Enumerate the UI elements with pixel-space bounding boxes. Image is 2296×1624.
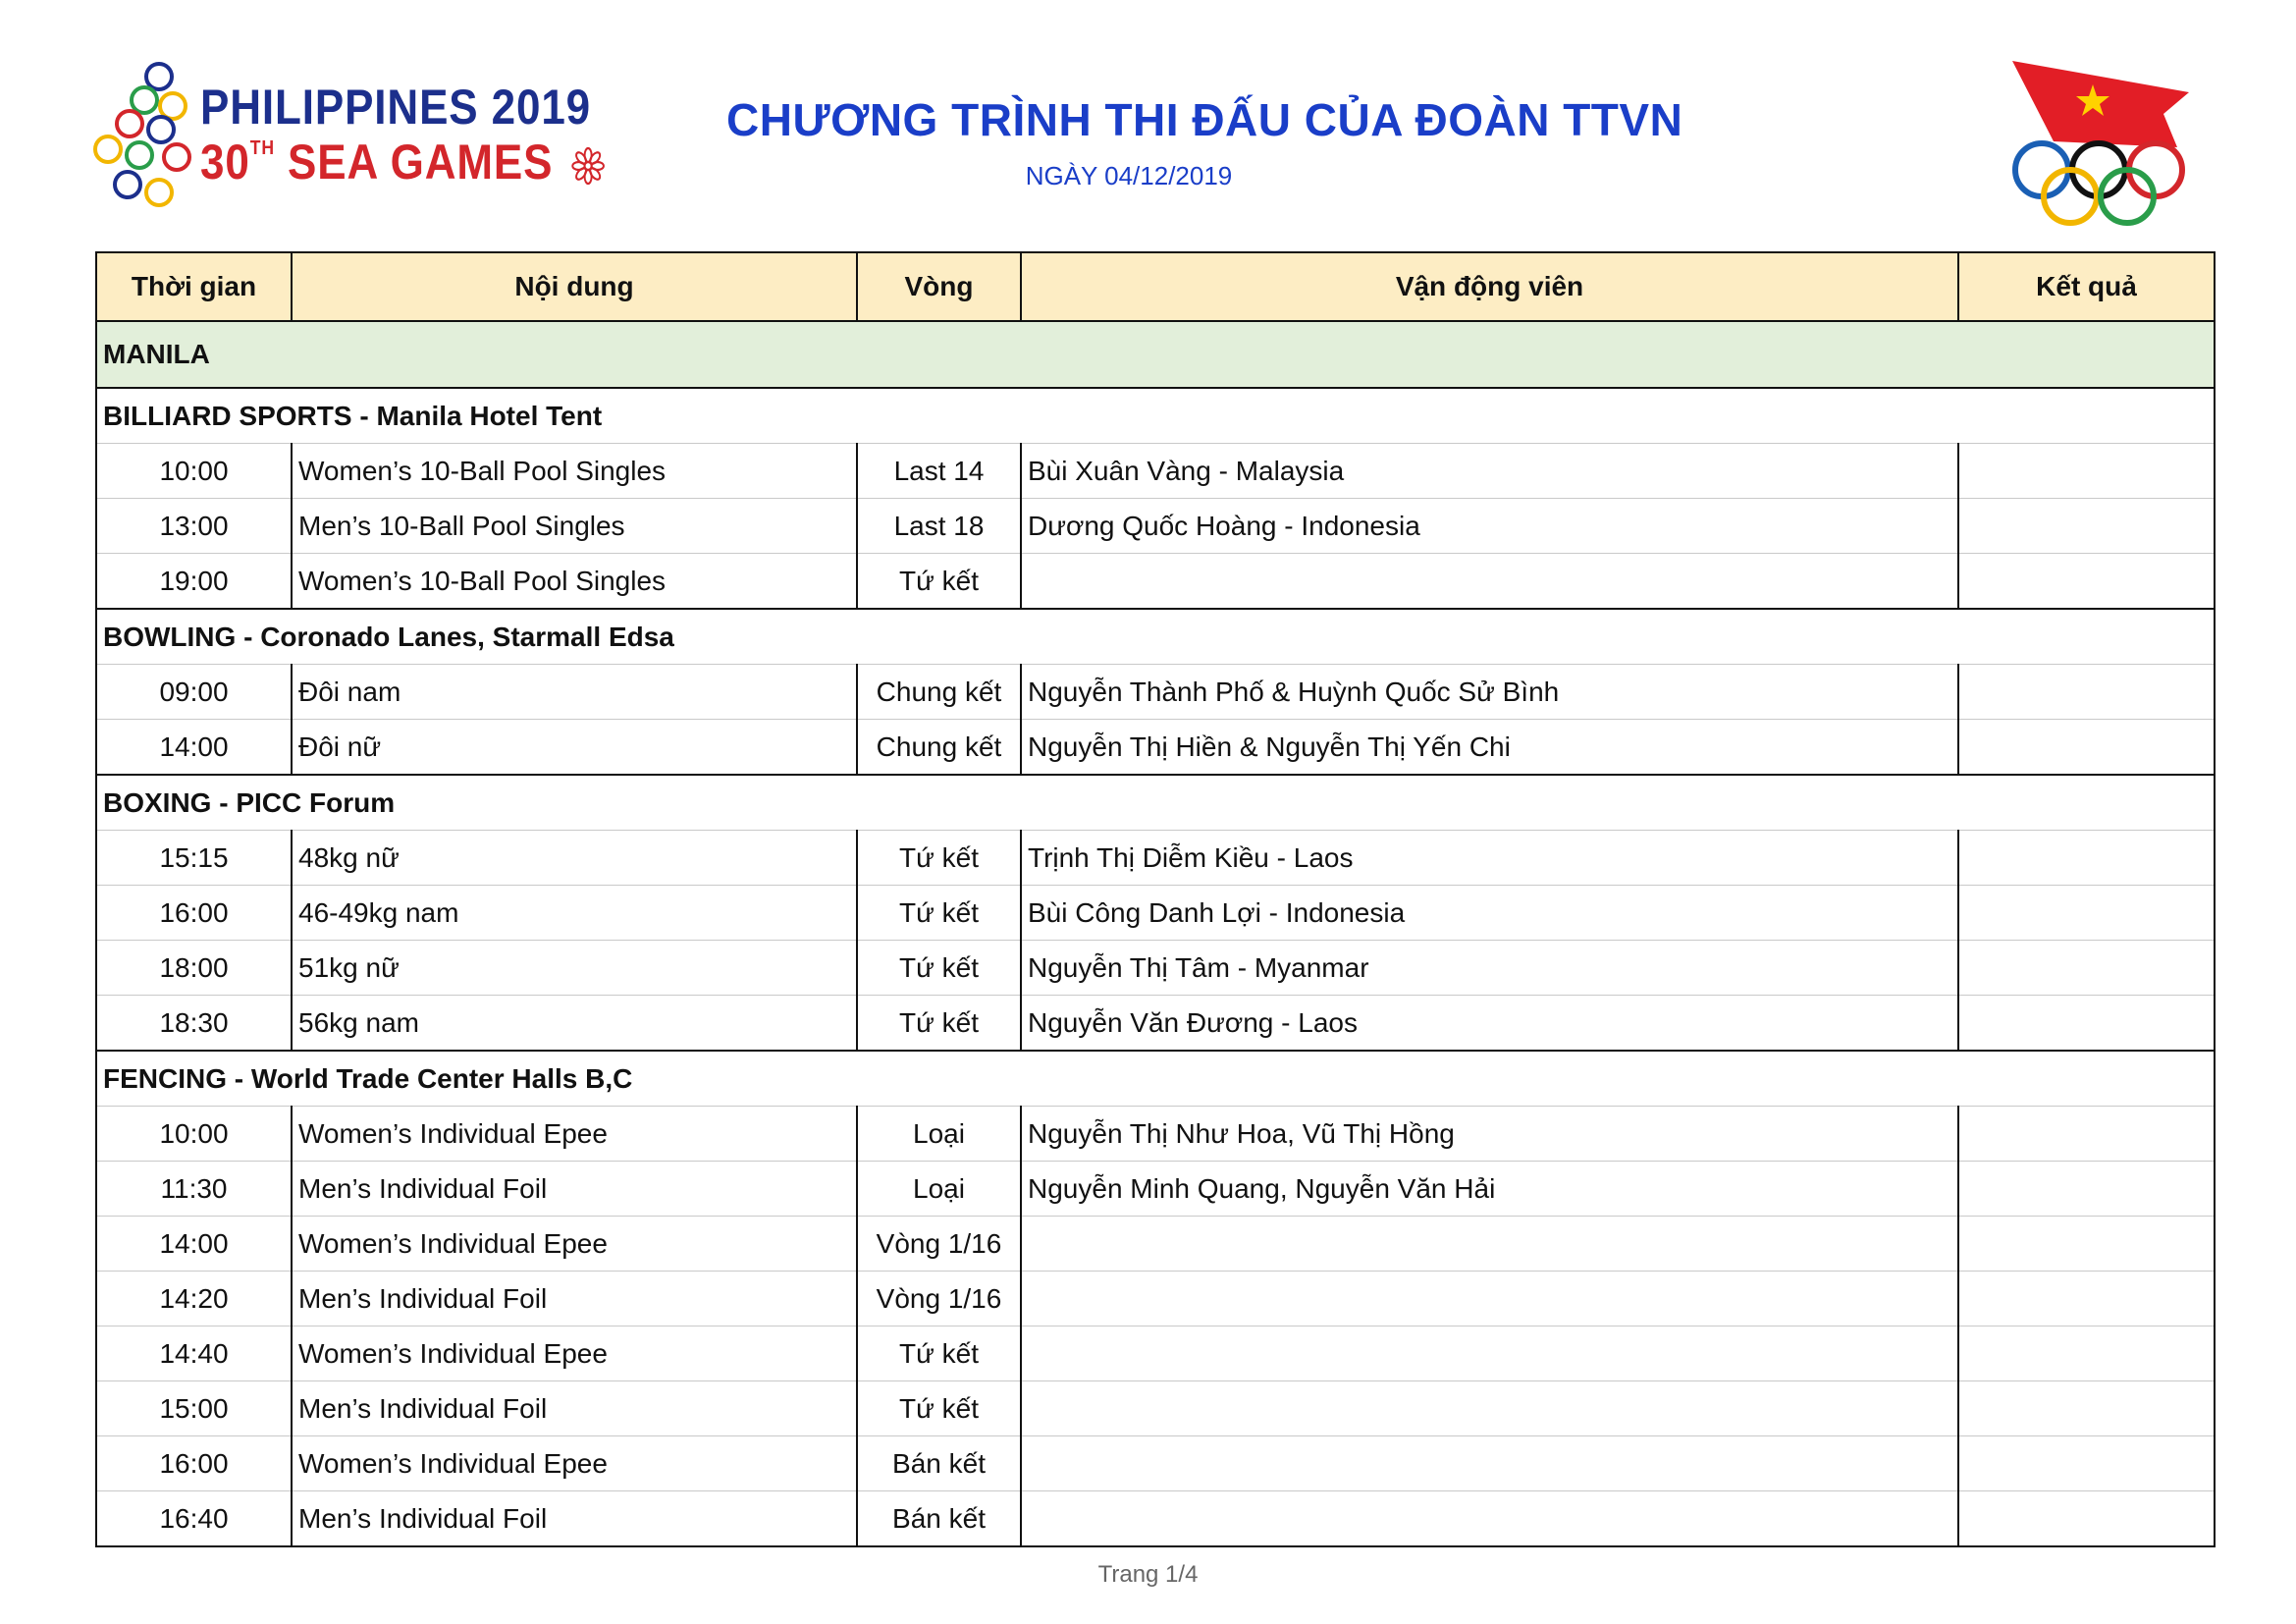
column-header-result: Kết quả: [1958, 252, 2215, 321]
column-header-time: Thời gian: [96, 252, 292, 321]
column-header-athletes: Vận động viên: [1021, 252, 1958, 321]
table-row: [96, 996, 2215, 1052]
cell-event: Men’s Individual Foil: [292, 1491, 857, 1547]
cell-athletes: Trịnh Thị Diễm Kiều - Laos: [1021, 831, 1958, 886]
cell-result: [1958, 554, 2215, 610]
cell-round: Chung kết: [857, 720, 1021, 776]
cell-result: [1958, 665, 2215, 720]
cell-round: Tứ kết: [857, 1326, 1021, 1381]
cell-athletes: [1021, 1217, 1958, 1272]
sampaguita-flower-icon: [571, 146, 606, 186]
logo-edition-suffix: TH: [249, 137, 275, 159]
cell-event: Women’s Individual Epee: [292, 1107, 857, 1162]
cell-athletes: Bùi Công Danh Lợi - Indonesia: [1021, 886, 1958, 941]
cell-result: [1958, 831, 2215, 886]
cell-round: Vòng 1/16: [857, 1272, 1021, 1326]
cell-athletes: Nguyễn Thành Phố & Huỳnh Quốc Sử Bình: [1021, 665, 1958, 720]
cell-time: 11:30: [96, 1162, 292, 1217]
cell-result: [1958, 1107, 2215, 1162]
cell-athletes: [1021, 554, 1958, 610]
cell-round: Loại: [857, 1162, 1021, 1217]
table-header-row: [96, 252, 2215, 321]
cell-round: Bán kết: [857, 1436, 1021, 1491]
table-row: [96, 665, 2215, 720]
table-row: [96, 444, 2215, 499]
cell-result: [1958, 444, 2215, 499]
cell-athletes: Dương Quốc Hoàng - Indonesia: [1021, 499, 1958, 554]
cell-time: 16:00: [96, 1436, 292, 1491]
cell-event: Men’s Individual Foil: [292, 1381, 857, 1436]
cell-round: Tứ kết: [857, 1381, 1021, 1436]
cell-round: Tứ kết: [857, 886, 1021, 941]
page-date: NGÀY 04/12/2019: [1025, 161, 1233, 190]
cell-event: 48kg nữ: [292, 831, 857, 886]
table-row: [96, 1491, 2215, 1547]
cell-event: 46-49kg nam: [292, 886, 857, 941]
cell-time: 15:00: [96, 1381, 292, 1436]
cell-time: 19:00: [96, 554, 292, 610]
cell-round: Tứ kết: [857, 831, 1021, 886]
city-name: MANILA: [96, 321, 2215, 388]
cell-round: Tứ kết: [857, 941, 1021, 996]
cell-result: [1958, 941, 2215, 996]
schedule-table: [95, 251, 2216, 1547]
cell-time: 14:40: [96, 1326, 292, 1381]
table-row: [96, 886, 2215, 941]
table-row: [96, 1326, 2215, 1381]
cell-result: [1958, 1491, 2215, 1547]
cell-result: [1958, 1162, 2215, 1217]
cell-time: 16:00: [96, 886, 292, 941]
cell-time: 14:20: [96, 1272, 292, 1326]
cell-athletes: Nguyễn Thị Tâm - Myanmar: [1021, 941, 1958, 996]
table-row: [96, 554, 2215, 610]
cell-athletes: [1021, 1381, 1958, 1436]
cell-athletes: [1021, 1272, 1958, 1326]
logo-line-philippines: PHILIPPINES 2019: [200, 80, 592, 135]
cell-athletes: Nguyễn Thị Hiền & Nguyễn Thị Yến Chi: [1021, 720, 1958, 776]
cell-result: [1958, 1272, 2215, 1326]
cell-result: [1958, 499, 2215, 554]
sport-section-title: BOXING - PICC Forum: [96, 775, 2215, 831]
cell-event: Women’s 10-Ball Pool Singles: [292, 554, 857, 610]
cell-time: 14:00: [96, 720, 292, 776]
table-row: [96, 720, 2215, 776]
cell-event: Women’s Individual Epee: [292, 1436, 857, 1491]
cell-round: Tứ kết: [857, 996, 1021, 1052]
cell-time: 10:00: [96, 444, 292, 499]
cell-athletes: Nguyễn Minh Quang, Nguyễn Văn Hải: [1021, 1162, 1958, 1217]
cell-time: 16:40: [96, 1491, 292, 1547]
cell-round: Tứ kết: [857, 554, 1021, 610]
cell-round: Last 18: [857, 499, 1021, 554]
vietnam-olympic-committee-logo-icon: [2002, 57, 2199, 234]
sport-section-row: [96, 388, 2215, 444]
cell-result: [1958, 1436, 2215, 1491]
cell-event: Women’s Individual Epee: [292, 1326, 857, 1381]
cell-event: Women’s Individual Epee: [292, 1217, 857, 1272]
cell-round: Vòng 1/16: [857, 1217, 1021, 1272]
cell-round: Chung kết: [857, 665, 1021, 720]
table-row: [96, 1162, 2215, 1217]
cell-event: Men’s Individual Foil: [292, 1272, 857, 1326]
table-row: [96, 1381, 2215, 1436]
cell-athletes: [1021, 1436, 1958, 1491]
table-row: [96, 499, 2215, 554]
cell-round: Last 14: [857, 444, 1021, 499]
cell-result: [1958, 1381, 2215, 1436]
cell-result: [1958, 720, 2215, 776]
page-title: CHƯƠNG TRÌNH THI ĐẤU CỦA ĐOÀN TTVN: [726, 94, 1683, 145]
column-header-event: Nội dung: [292, 252, 857, 321]
table-row: [96, 1107, 2215, 1162]
sport-section-row: [96, 609, 2215, 665]
logo-edition-number: 30: [200, 135, 250, 189]
table-row: [96, 941, 2215, 996]
logo-line-sea-games: [200, 134, 606, 190]
cell-event: Men’s 10-Ball Pool Singles: [292, 499, 857, 554]
sport-section-row: [96, 775, 2215, 831]
sport-section-title: BILLIARD SPORTS - Manila Hotel Tent: [96, 388, 2215, 444]
logo-sea-games-text: SEA GAMES: [288, 135, 554, 189]
cell-event: Women’s 10-Ball Pool Singles: [292, 444, 857, 499]
table-row: [96, 1272, 2215, 1326]
page-number: Trang 1/4: [1097, 1561, 1199, 1588]
cell-event: 51kg nữ: [292, 941, 857, 996]
sport-section-row: [96, 1051, 2215, 1107]
sport-section-title: BOWLING - Coronado Lanes, Starmall Edsa: [96, 609, 2215, 665]
city-row: [96, 321, 2215, 388]
cell-result: [1958, 1217, 2215, 1272]
cell-athletes: Bùi Xuân Vàng - Malaysia: [1021, 444, 1958, 499]
cell-result: [1958, 1326, 2215, 1381]
cell-result: [1958, 886, 2215, 941]
cell-round: Bán kết: [857, 1491, 1021, 1547]
cell-time: 13:00: [96, 499, 292, 554]
sea-games-logo: [90, 59, 601, 216]
cell-athletes: Nguyễn Thị Như Hoa, Vũ Thị Hồng: [1021, 1107, 1958, 1162]
sea-games-rings-icon: [90, 59, 198, 216]
cell-round: Loại: [857, 1107, 1021, 1162]
cell-time: 18:30: [96, 996, 292, 1052]
cell-time: 18:00: [96, 941, 292, 996]
cell-athletes: Nguyễn Văn Đương - Laos: [1021, 996, 1958, 1052]
cell-time: 09:00: [96, 665, 292, 720]
cell-result: [1958, 996, 2215, 1052]
column-header-round: Vòng: [857, 252, 1021, 321]
cell-event: 56kg nam: [292, 996, 857, 1052]
table-row: [96, 831, 2215, 886]
cell-athletes: [1021, 1326, 1958, 1381]
cell-event: Men’s Individual Foil: [292, 1162, 857, 1217]
cell-event: Đôi nam: [292, 665, 857, 720]
cell-time: 15:15: [96, 831, 292, 886]
cell-athletes: [1021, 1491, 1958, 1547]
table-row: [96, 1217, 2215, 1272]
sport-section-title: FENCING - World Trade Center Halls B,C: [96, 1051, 2215, 1107]
cell-time: 14:00: [96, 1217, 292, 1272]
table-row: [96, 1436, 2215, 1491]
cell-event: Đôi nữ: [292, 720, 857, 776]
cell-time: 10:00: [96, 1107, 292, 1162]
